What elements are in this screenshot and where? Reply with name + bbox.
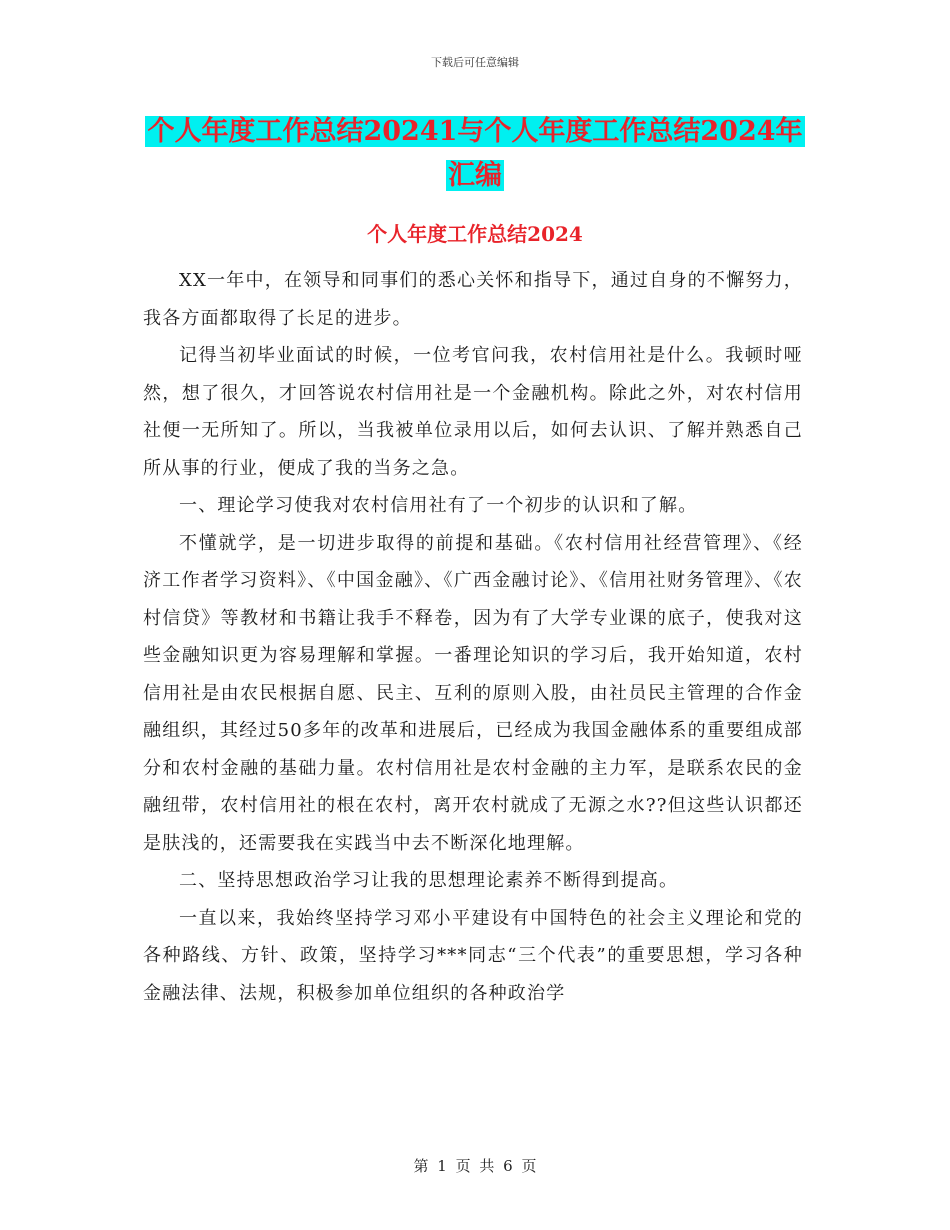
page-number: 第 1 页 共 6 页 (413, 1157, 537, 1175)
header-note: 下载后可任意编辑 (431, 56, 519, 69)
document-title (0, 110, 950, 198)
paragraph: 记得当初毕业面试的时候，一位考官问我，农村信用社是什么。我顿时哑然，想了很久，才回答说农村信用社是一个金融机构。除此之外，对农村信用社便一无所知了。所以，当我被单位录用以后，如何去认识、了解并熟悉自己所从事的行业，便成了我的当务之急。 (143, 345, 803, 479)
paragraph: 不懂就学，是一切进步取得的前提和基础。《农村信用社经营管理》、《经济工作者学习资料》、《中国金融》、《广西金融讨论》、《信用社财务管理》、《农村信贷》等教材和书籍让我手不释卷，因为有了大学专业课的底子，使我对这些金融知识更为容易理解和掌握。一番理论知识的学习后，我开始知道，农村信用社是由农民根据自愿、民主、互利的原则入股，由社员民主管理的合作金融组织，其经过50多年的改革和进展后，已经成为我国金融体系的重要组成部分和农村金融的基础力量。农村信用社是农村金融的主力军，是联系农民的金融纽带，农村信用社的根在农村，离开农村就成了无源之水??但这些认识都还是肤浅的，还需要我在实践当中去不断深化地理解。 (143, 532, 803, 854)
title-line-1: 个人年度工作总结20241与个人年度工作总结2024年 (147, 116, 803, 147)
paragraph: 一直以来，我始终坚持学习邓小平建设有中国特色的社会主义理论和党的各种路线、方针、政策，坚持学习***同志“三个代表”的重要思想，学习各种金融法律、法规，积极参加单位组织的各种政治学 (143, 907, 803, 1004)
section-title: 个人年度工作总结2024 (367, 222, 583, 246)
section-heading: 一、理论学习使我对农村信用社有了一个初步的认识和了解。 (179, 495, 698, 516)
paragraph: XX一年中，在领导和同事们的悉心关怀和指导下，通过自身的不懈努力，我各方面都取得了长足的进步。 (143, 270, 803, 329)
section-heading: 二、坚持思想政治学习让我的思想理论素养不断得到提高。 (179, 870, 679, 891)
title-line-2: 汇编 (448, 160, 502, 191)
document-body (143, 262, 803, 1012)
